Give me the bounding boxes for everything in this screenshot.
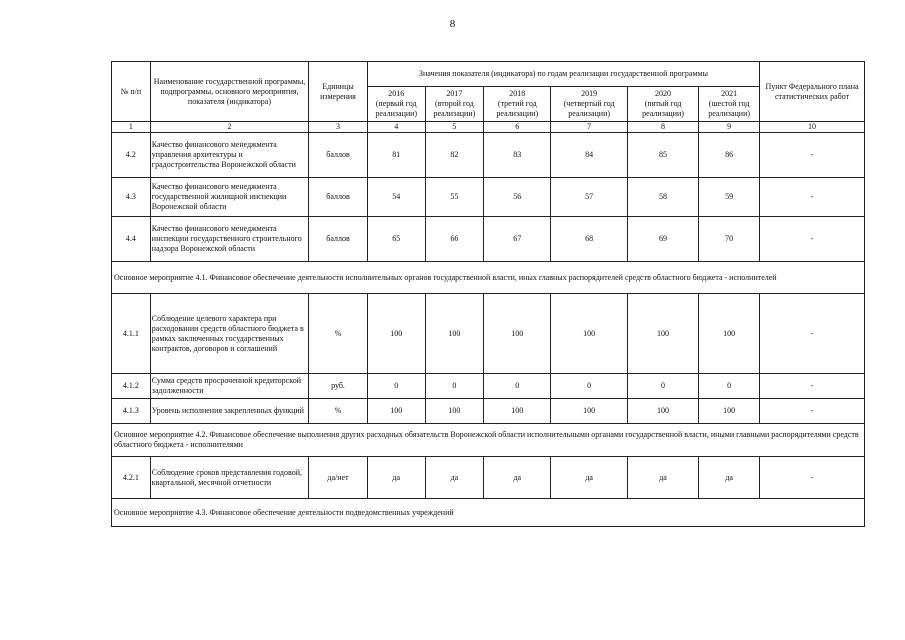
table-row (112, 133, 865, 178)
unit: баллов (309, 133, 368, 178)
header-year (627, 87, 698, 122)
year-note: (четвертый год реализации) (563, 99, 615, 118)
row-number: 4.3 (112, 178, 151, 217)
header-year (484, 87, 551, 122)
indicator-table (111, 61, 865, 527)
year-value: 100 (699, 399, 760, 424)
indicator-name: Качество финансового менеджмента государственной жилищной инспекции Воронежской области (150, 178, 308, 217)
row-number: 4.2.1 (112, 457, 151, 499)
year-value: 57 (551, 178, 628, 217)
plan-item: - (760, 178, 865, 217)
column-number: 1 (112, 122, 151, 133)
year-note: (третий год реализации) (496, 99, 539, 118)
column-number: 3 (309, 122, 368, 133)
indicator-name: Соблюдение сроков представления годовой, квартальной, месячной отчетности (150, 457, 308, 499)
year-value: да (627, 457, 698, 499)
header-row (112, 62, 865, 87)
year-value: 100 (551, 294, 628, 374)
year-value: да (425, 457, 484, 499)
year-value: 86 (699, 133, 760, 178)
section-row (112, 424, 865, 457)
column-number: 2 (150, 122, 308, 133)
unit: баллов (309, 178, 368, 217)
header-num: № п/п (112, 62, 151, 122)
column-number: 10 (760, 122, 865, 133)
year-value: да (551, 457, 628, 499)
unit: руб. (309, 374, 368, 399)
year-note: (второй год реализации) (433, 99, 476, 118)
year-value: 100 (627, 399, 698, 424)
indicator-name: Уровень исполнения закрепленных функций (150, 399, 308, 424)
row-number: 4.2 (112, 133, 151, 178)
row-number: 4.1.3 (112, 399, 151, 424)
year-value: 100 (627, 294, 698, 374)
indicator-name: Соблюдение целевого характера при расходовании средств областного бюджета в рамках заключенных государственных контрактов, договоров и соглашений (150, 294, 308, 374)
year-value: 85 (627, 133, 698, 178)
year-value: 56 (484, 178, 551, 217)
row-number: 4.1.1 (112, 294, 151, 374)
plan-item: - (760, 217, 865, 262)
table-row (112, 374, 865, 399)
year-value: 100 (484, 399, 551, 424)
plan-item: - (760, 399, 865, 424)
indicator-name: Качество финансового менеджмента инспекции государственного строительного надзора Воронежской области (150, 217, 308, 262)
header-year (699, 87, 760, 122)
header-year (367, 87, 425, 122)
year-value: 0 (484, 374, 551, 399)
section-row (112, 262, 865, 294)
year-value: да (367, 457, 425, 499)
year-note: (пятый год реализации) (642, 99, 684, 118)
column-number: 8 (627, 122, 698, 133)
year-value: 100 (367, 399, 425, 424)
year-value: 59 (699, 178, 760, 217)
year-label: 2016 (388, 89, 405, 98)
year-value: 82 (425, 133, 484, 178)
year-value: 100 (367, 294, 425, 374)
year-value: 68 (551, 217, 628, 262)
table-body (112, 62, 865, 527)
column-number: 5 (425, 122, 484, 133)
year-label: 2021 (721, 89, 738, 98)
year-note: (первый год реализации) (375, 99, 418, 118)
year-value: 67 (484, 217, 551, 262)
year-value: 100 (425, 294, 484, 374)
year-value: 0 (425, 374, 484, 399)
section-row (112, 499, 865, 527)
year-value: 83 (484, 133, 551, 178)
year-value: да (484, 457, 551, 499)
section-title: Основное мероприятие 4.1. Финансовое обеспечение деятельности исполнительных органов государственной власти, иных главных распорядителей средств областного бюджета - исполнителей (112, 262, 865, 294)
header-name: Наименование государственной программы, подпрограммы, основного мероприятия, показателя (индикатора) (150, 62, 308, 122)
year-label: 2019 (581, 89, 598, 98)
column-number: 9 (699, 122, 760, 133)
year-value: 100 (551, 399, 628, 424)
column-number: 6 (484, 122, 551, 133)
year-value: 58 (627, 178, 698, 217)
year-label: 2017 (446, 89, 463, 98)
row-number: 4.4 (112, 217, 151, 262)
page-number: 8 (449, 18, 456, 30)
header-year (551, 87, 628, 122)
unit: да/нет (309, 457, 368, 499)
indicator-name: Качество финансового менеджмента управления архитектуры и градостроительства Воронежской области (150, 133, 308, 178)
table-row (112, 457, 865, 499)
year-value: 66 (425, 217, 484, 262)
row-number: 4.1.2 (112, 374, 151, 399)
header-unit: Единицы измерения (309, 62, 368, 122)
section-title: Основное мероприятие 4.2. Финансовое обеспечение выполнения других расходных обязательств Воронежской области исполнительными органами государственной власти, иными главными распорядителями средств областного бюджета - исполнителями (112, 424, 865, 457)
year-value: 84 (551, 133, 628, 178)
unit: % (309, 294, 368, 374)
plan-item: - (760, 457, 865, 499)
plan-item: - (760, 133, 865, 178)
table-row (112, 217, 865, 262)
year-value: 0 (367, 374, 425, 399)
table-row (112, 294, 865, 374)
year-value: 54 (367, 178, 425, 217)
year-value: 81 (367, 133, 425, 178)
section-title: Основное мероприятие 4.3. Финансовое обеспечение деятельности подведомственных учреждений (112, 499, 865, 527)
year-value: 69 (627, 217, 698, 262)
year-value: 100 (484, 294, 551, 374)
year-value: 100 (425, 399, 484, 424)
unit: % (309, 399, 368, 424)
year-note: (шестой год реализации) (708, 99, 751, 118)
year-value: 100 (699, 294, 760, 374)
unit: баллов (309, 217, 368, 262)
year-value: 55 (425, 178, 484, 217)
plan-item: - (760, 374, 865, 399)
year-value: 70 (699, 217, 760, 262)
header-year (425, 87, 484, 122)
indicator-name: Сумма средств просроченной кредиторской задолженности (150, 374, 308, 399)
plan-item: - (760, 294, 865, 374)
table-row (112, 178, 865, 217)
year-value: 0 (699, 374, 760, 399)
year-value: 0 (551, 374, 628, 399)
year-label: 2020 (655, 89, 672, 98)
table-row (112, 399, 865, 424)
year-value: да (699, 457, 760, 499)
year-value: 0 (627, 374, 698, 399)
header-plan: Пункт Федерального плана статистических работ (760, 62, 865, 122)
year-value: 65 (367, 217, 425, 262)
column-number: 7 (551, 122, 628, 133)
column-number: 4 (367, 122, 425, 133)
header-years-group: Значения показателя (индикатора) по годам реализации государственной программы (367, 62, 759, 87)
year-label: 2018 (509, 89, 526, 98)
column-number-row (112, 122, 865, 133)
